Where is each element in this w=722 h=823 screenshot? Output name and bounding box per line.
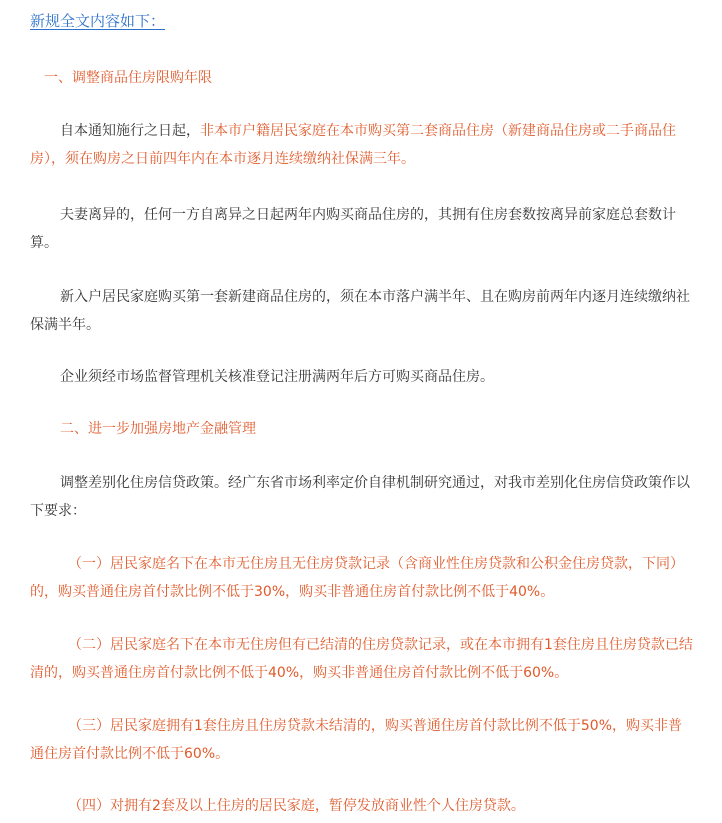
paragraph-item-1: （一）居民家庭名下在本市无住房且无住房贷款记录（含商业性住房贷款和公积金住房贷款，下同）的，购买普通住房首付款比例不低于30%，购买非普通住房首付款比例不低于40%。 xyxy=(30,556,684,600)
paragraph-item-4: （四）对拥有2套及以上住房的居民家庭，暂停发放商业性个人住房贷款。 xyxy=(68,798,525,814)
paragraph-divorce-rule: 夫妻离异的，任何一方自离异之日起两年内购买商品住房的，其拥有住房套数按离异前家庭总套数计算。 xyxy=(30,207,676,251)
section-heading-2: 二、进一步加强房地产金融管理 xyxy=(60,421,256,437)
paragraph-new-resident-rule: 新入户居民家庭购买第一套新建商品住房的，须在本市落户满半年、且在购房前两年内逐月连续缴纳社保满半年。 xyxy=(30,289,690,333)
paragraph-purchase-restriction xyxy=(30,117,694,173)
full-text-link[interactable]: 新规全文内容如下： xyxy=(30,12,166,30)
paragraph-enterprise-rule: 企业须经市场监督管理机关核准登记注册满两年后方可购买商品住房。 xyxy=(60,369,494,385)
section-heading-1: 一、调整商品住房限购年限 xyxy=(44,70,212,86)
highlighted-rule: 非本市户籍居民家庭在本市购买第二套商品住房（新建商品住房或二手商品住房），须在购房之日前四年内在本市逐月连续缴纳社保满三年。 xyxy=(30,123,676,167)
paragraph-credit-policy: 调整差别化住房信贷政策。经广东省市场利率定价自律机制研究通过，对我市差别化住房信贷政策作以下要求： xyxy=(30,475,690,519)
paragraph-item-2: （二）居民家庭名下在本市无住房但有已结清的住房贷款记录，或在本市拥有1套住房且住房贷款已结清的，购买普通住房首付款比例不低于40%，购买非普通住房首付款比例不低于60%。 xyxy=(30,637,693,681)
paragraph-item-3: （三）居民家庭拥有1套住房且住房贷款未结清的，购买普通住房首付款比例不低于50%，购买非普通住房首付款比例不低于60%。 xyxy=(30,718,683,762)
paragraph-prefix: 自本通知施行之日起， xyxy=(60,123,200,139)
